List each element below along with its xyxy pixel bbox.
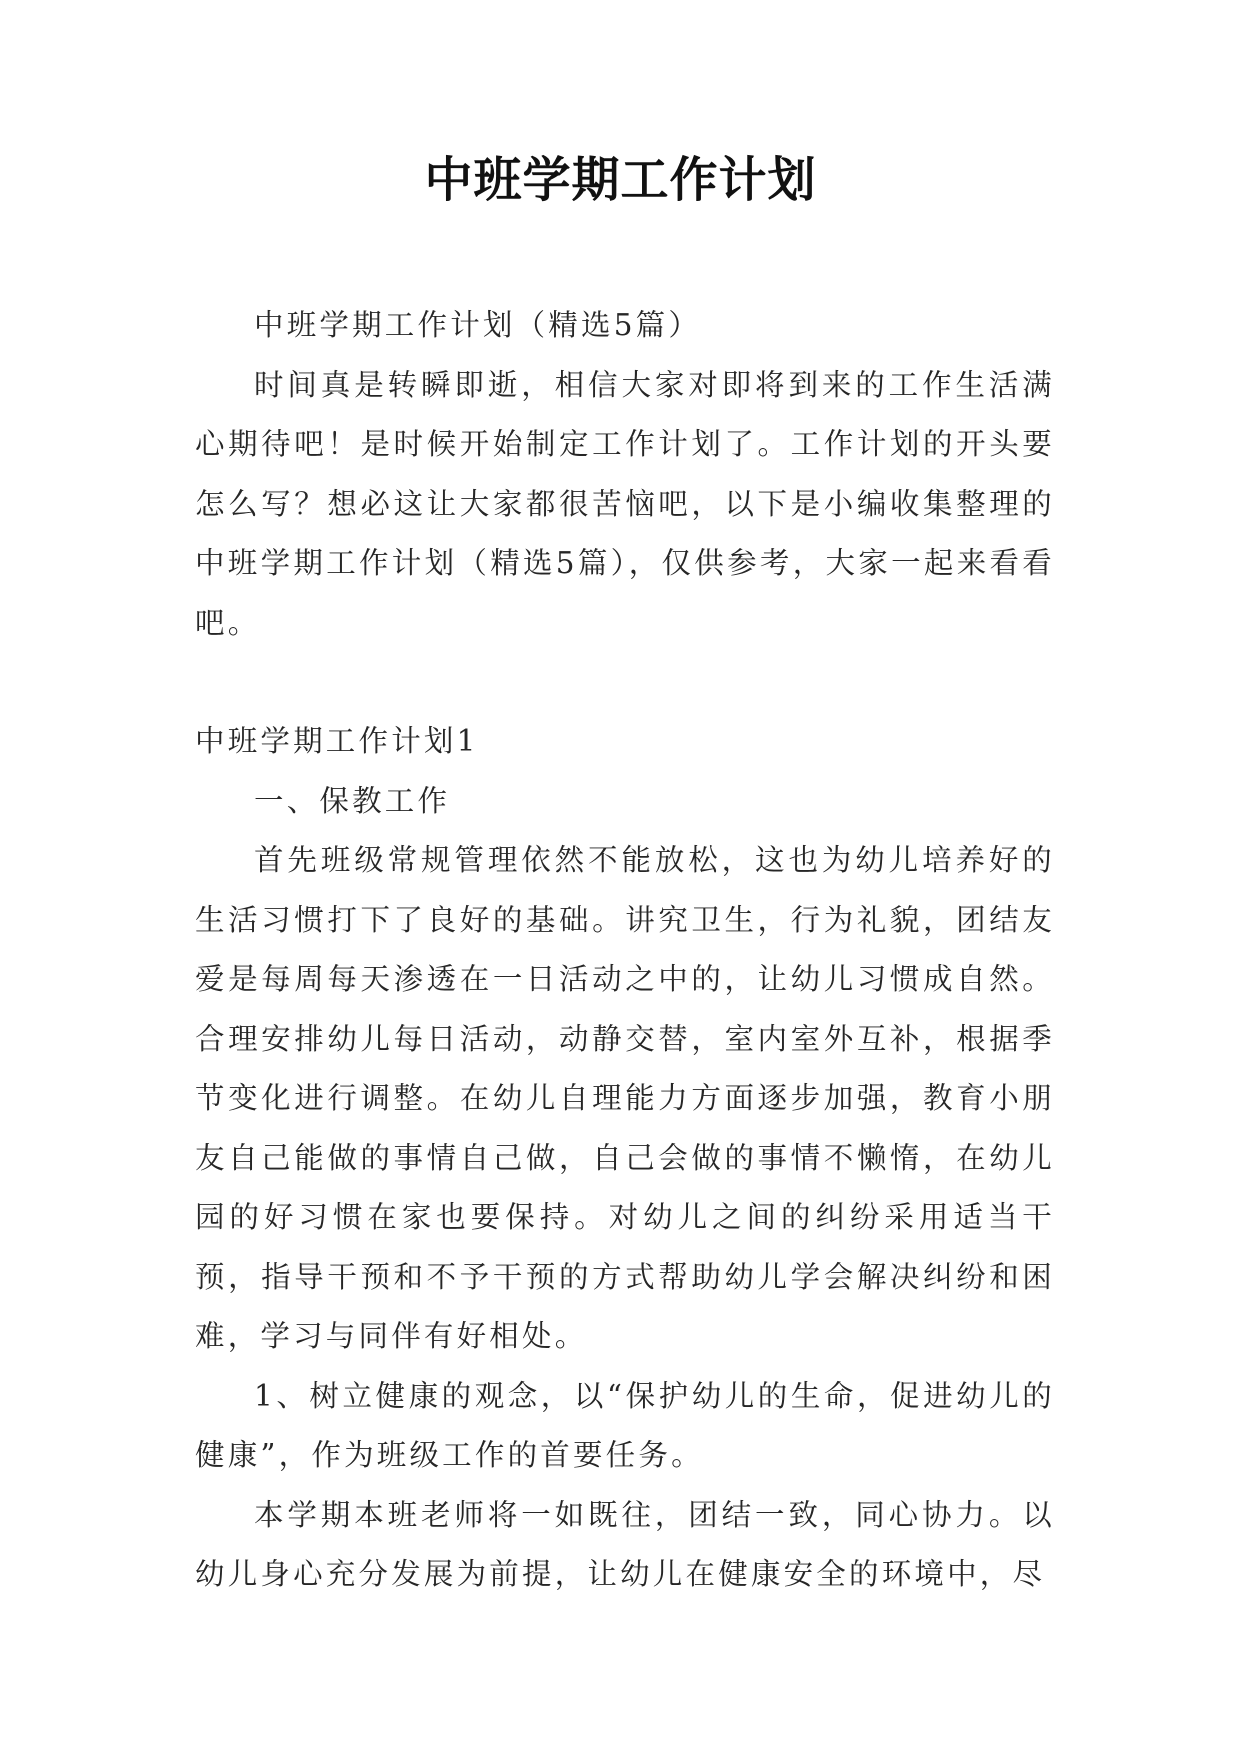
section-title: 中班学期工作计划1 (195, 724, 479, 758)
document-body (195, 296, 1055, 1605)
body-paragraph-1: 首先班级常规管理依然不能放松，这也为幼儿培养好的生活习惯打下了良好的基础。讲究卫生，行为礼貌，团结友爱是每周每天渗透在一日活动之中的，让幼儿习惯成自然。合理安排幼儿每日活动，动静交替，室内室外互补，根据季节变化进行调整。在幼儿自理能力方面逐步加强，教育小朋友自己能做的事情自己做，自己会做的事情不懒惰，在幼儿园的好习惯在家也要保持。对幼儿之间的纠纷采用适当干预，指导干预和不予干预的方式帮助幼儿学会解决纠纷和困难，学习与同伴有好相处。 (195, 843, 1055, 1353)
section-spacer (195, 653, 1055, 712)
body-paragraph-2: 本学期本班老师将一如既往，团结一致，同心协力。以幼儿身心充分发展为前提，让幼儿在健康安全的环境中，尽 (195, 1497, 1055, 1591)
document-subtitle: 中班学期工作计划（精选5篇） (254, 308, 702, 342)
numbered-item-1: 1、树立健康的观念，以“保护幼儿的生命，促进幼儿的健康”，作为班级工作的首要任务。 (195, 1378, 1055, 1472)
intro-paragraph: 时间真是转瞬即逝，相信大家对即将到来的工作生活满心期待吧！是时候开始制定工作计划了。工作计划的开头要怎么写？想必这让大家都很苦恼吧，以下是小编收集整理的中班学期工作计划（精选5篇），仅供参考，大家一起来看看吧。 (195, 367, 1055, 640)
document-title: 中班学期工作计划 (424, 152, 817, 208)
section-heading: 一、保教工作 (254, 783, 451, 818)
